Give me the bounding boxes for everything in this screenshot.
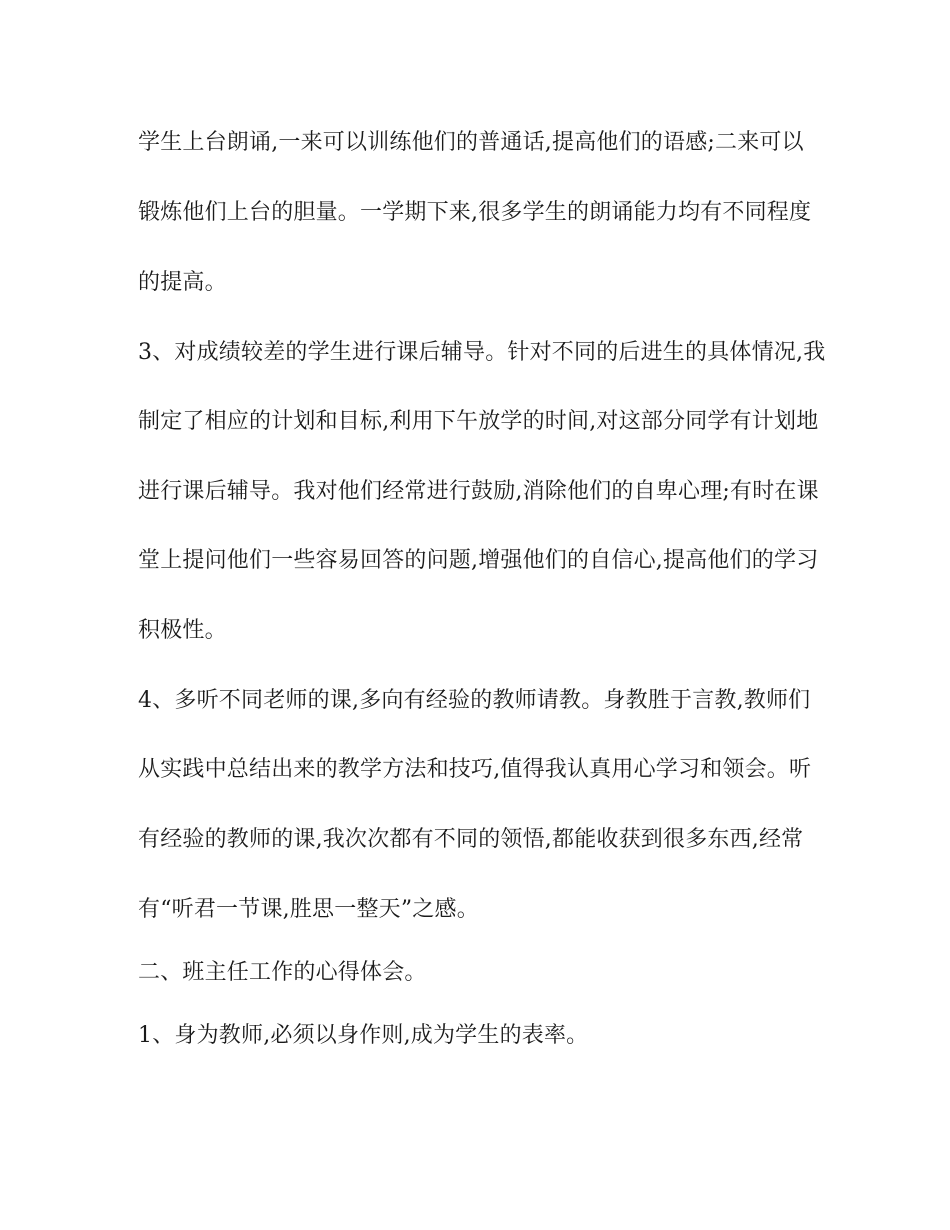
list-item-3-line: 3、对成绩较差的学生进行课后辅导。针对不同的后进生的具体情况,我: [138, 340, 826, 365]
paragraph-line: 进行课后辅导。我对他们经常进行鼓励,消除他们的自卑心理;有时在课: [138, 479, 819, 504]
paragraph-line: 锻炼他们上台的胆量。一学期下来,很多学生的朗诵能力均有不同程度: [138, 200, 812, 225]
paragraph-line: 的提高。: [138, 270, 227, 295]
paragraph-line: 制定了相应的计划和目标,利用下午放学的时间,对这部分同学有计划地: [138, 409, 819, 434]
paragraph-line: 有“听君一节课,胜思一整天”之感。: [138, 897, 479, 922]
paragraph-line: 学生上台朗诵,一来可以训练他们的普通话,提高他们的语感;二来可以: [138, 130, 804, 155]
paragraph-line: 积极性。: [138, 618, 227, 643]
paragraph-line: 从实践中总结出来的教学方法和技巧,值得我认真用心学习和领会。听: [138, 757, 812, 782]
section-heading: 二、班主任工作的心得体会。: [138, 960, 427, 985]
list-item-1-line: 1、身为教师,必须以身作则,成为学生的表率。: [138, 1023, 589, 1048]
list-item-4-line: 4、多听不同老师的课,多向有经验的教师请教。身教胜于言教,教师们: [138, 688, 811, 713]
paragraph-line: 有经验的教师的课,我次次都有不同的领悟,都能收获到很多东西,经常: [138, 827, 804, 852]
paragraph-line: 堂上提问他们一些容易回答的问题,增强他们的自信心,提高他们的学习: [138, 548, 819, 573]
